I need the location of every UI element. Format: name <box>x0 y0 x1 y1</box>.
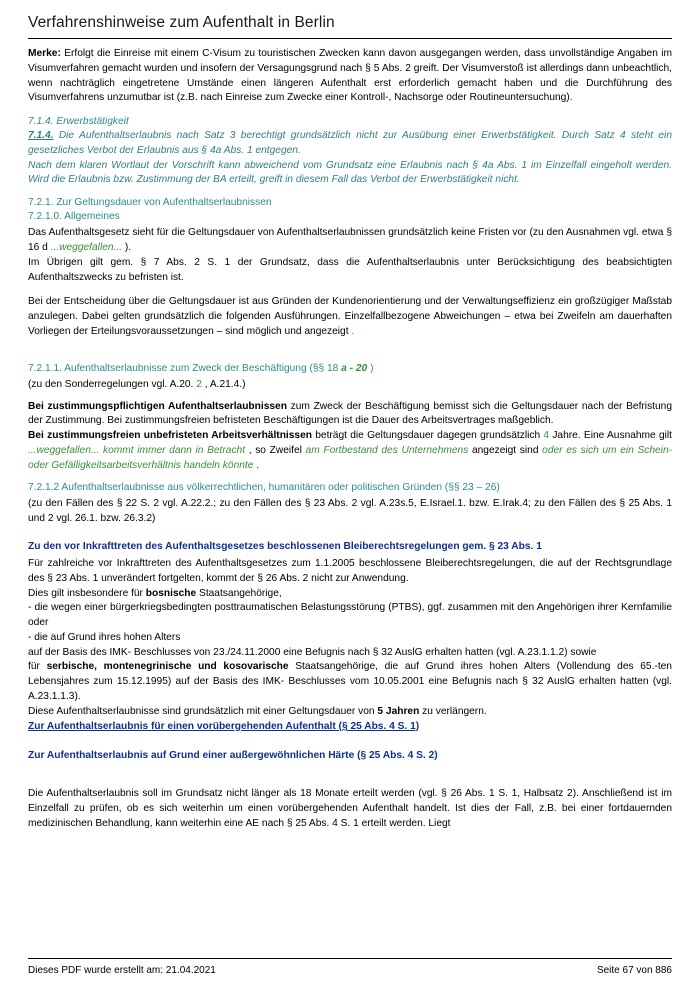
paragraph-bleibe-2-a: Dies gilt insbesondere für <box>28 587 146 599</box>
paragraph-bleibe-6-b: serbische, montenegrinische und kosovarische <box>46 661 289 673</box>
paragraph-bleibe-4: - die auf Grund ihres hohen Alters <box>28 631 181 643</box>
paragraph-7211-2 <box>28 429 672 473</box>
paragraph-7211-1-rest: zum Zweck der Beschäftigung bemisst sich die Geltungsdauer nach der Befristung der Zustimmung. Bei zustimmungsfreien befristeten Beschäftigungen ist die Dauer des Arbeitsvertrages maßgeblich. <box>28 400 672 427</box>
paragraph-714-b: Nach dem klaren Wortlaut der Vorschrift kann abweichend vom Grundsatz eine Erlaubnis nach § 4a Abs. 1 im Einzelfall eingeholt werden. Wird die Erlaubnis bzw. Zustimmung der BA erteilt, greift in diesem Fall das Verbot der Erwerbstätigkeit nicht. <box>28 159 672 186</box>
ref-714: 7.1.4. <box>28 130 54 142</box>
paragraph-7210-a <box>28 226 672 256</box>
spacer <box>28 741 672 749</box>
paragraph-bleibe-7-b: 5 Jahren <box>377 705 420 717</box>
heading-721: 7.2.1. Zur Geltungsdauer von Aufenthaltserlaubnissen <box>28 197 272 209</box>
paragraph-7210-c-dot: . <box>351 325 355 337</box>
paragraph-7211-2-years: 4 <box>543 430 550 442</box>
link-weggefallen-1[interactable]: ...weggefallen... <box>50 242 123 254</box>
paragraph-bleibe-6-c: Staatsangehörige, die auf Grund ihres hohen Alters (Vollendung des 65.-ten Lebensjahres zum 15.12.1995) auf der Basis des IMK- Beschlusses vom 10.05.2001 eine Befugnis nach § 32 AuslG erhalten hatten (vgl. A.23.1.1.3). <box>28 661 672 702</box>
paragraph-7211-1 <box>28 400 672 430</box>
paragraph-7211-ref <box>28 378 672 393</box>
paragraph-7211-2-mid3: , so Zweifel <box>245 444 306 456</box>
paragraph-bleibe-2-b: bosnische <box>145 587 197 599</box>
paragraph-bleibe-7 <box>28 705 672 720</box>
paragraph-7211-1-bold: Bei zustimmungspflichtigen Aufenthaltserlaubnissen <box>28 400 287 412</box>
paragraph-7212: (zu den Fällen des § 22 S. 2 vgl. A.22.2.; zu den Fällen des § 23 Abs. 2 vgl. A.23s.5, E.Israel.1. bzw. E.Irak.4; zu den Fällen des § 25 Abs. 1 und 2 vgl. 26.1. bzw. 26.3.2) <box>28 498 672 525</box>
merke-text: Erfolgt die Einreise mit einem C-Visum zu touristischen Zwecken kann davon ausgegangen werden, dass unvollständige Angaben im Visumverfahren gemacht wurden und insofern der Versagungsgrund nach § 5 Abs. 2 greift. Der Visumverstoß ist allerdings dann unbeachtlich, wenn nachträglich eingetretene Umstände einen längeren Aufenthalt erst erforderlich gemacht haben und die Durchführung des Visumverfahrens unzumutbar ist (z.B. nach Einreise zum Zwecke einer Kontroll-, Nachsorge oder Routineuntersuchung). <box>28 48 672 104</box>
paragraph-bleibe-5: auf der Basis des IMK- Beschlusses von 23./24.11.2000 eine Befugnis nach § 32 AuslG erhalten hatten (vgl. A.23.1.1.2) sowie <box>28 646 597 658</box>
link-scheinarbeitsverhaeltnis[interactable]: oder es sich um ein Schein- oder Gefälligkeitsarbeitsverhältnis handeln könnte <box>28 444 673 471</box>
footer-page-number: Seite 67 von 886 <box>596 965 672 976</box>
heading-7210: 7.2.1.0. Allgemeines <box>28 211 120 223</box>
paragraph-7211-2-mid: beträgt die Geltungsdauer dagegen grundsätzlich <box>311 430 544 442</box>
paragraph-7210-a-text2: ). <box>122 242 132 254</box>
paragraph-7211-2-end: . <box>253 459 260 471</box>
paragraph-7211-ref-c: , A.21.4.) <box>201 378 246 390</box>
link-weggefallen-2[interactable]: ...weggefallen... kommt immer dann in Betracht <box>28 444 246 456</box>
paragraph-bleibe-2 <box>28 587 672 602</box>
paragraph-bleibe-7-c: zu verlängern. <box>419 705 487 717</box>
heading-voruebergehend: Zur Aufenthaltserlaubnis für einen vorübergehenden Aufenthalt (§ 25 Abs. 4 S. 1) <box>28 720 420 732</box>
heading-7211-range: a - 20 <box>341 362 368 374</box>
paragraph-7211-ref-num: 2 <box>196 378 202 390</box>
page-title: Verfahrenshinweise zum Aufenthalt in Berlin <box>28 14 672 39</box>
page-footer <box>28 958 672 976</box>
heading-7211 <box>28 363 672 374</box>
paragraph-haerte: Die Aufenthaltserlaubnis soll im Grundsatz nicht länger als 18 Monate erteilt werden (vgl. § 26 Abs. 1 S. 1, Halbsatz 2). Anschließend ist im Einzelfall zu prüfen, ob es sich weiterhin um einen vorübergehenden Aufenthalt handelt. Ist dies der Fall, z.B. bei einer fortdauernden medizinischen Behandlung, kann weiterhin eine AE nach § 25 Abs. 4 S. 1 erteilt werden. Liegt <box>28 788 672 829</box>
paragraph-714-a <box>28 129 672 159</box>
paragraph-7210-a-text1: Das Aufenthaltsgesetz sieht für die Geltungsdauer von Aufenthaltserlaubnissen grundsätzlich keine Fristen vor (zu den Ausnahmen vgl. etwa § 16 d <box>28 227 672 254</box>
paragraph-bleibe-1: Für zahlreiche vor Inkrafttreten des Aufenthaltsgesetzes zum 1.1.2005 beschlossene Bleiberechtsregelungen, die auf der Rechtsgrundlage des § 23 Abs. 1 unverändert fortgelten, kommt der § 26 Abs. 2 nicht zur Anwendung. <box>28 557 672 584</box>
paragraph-merke <box>28 47 672 106</box>
heading-7212: 7.2.1.2 Aufenthaltserlaubnisse aus völkerrechtlichen, humanitären oder politischen Gründen (§§ 23 – 26) <box>28 482 500 494</box>
spacer <box>28 771 672 787</box>
paragraph-bleibe-6 <box>28 660 672 704</box>
paragraph-bleibe-6-a: für <box>28 661 47 673</box>
paragraph-7210-c-text: Bei der Entscheidung über die Geltungsdauer ist aus Gründen der Kundenorientierung und der Verwaltungseffizienz ein großzügiger Maßstab anzulegen. Dabei gelten grundsätzlich die folgenden Ausführungen. Einzelfallbezogene Abweichungen – etwa bei Zweifeln am dauerhaften Vorliegen der Erteilungsvoraussetzungen – sind möglich und angezeigt <box>28 296 672 337</box>
paragraph-7211-2-mid4: angezeigt sind <box>468 444 543 456</box>
heading-7211-part3: ) <box>367 362 374 374</box>
paragraph-7210-b: Im Übrigen gilt gem. § 7 Abs. 2 S. 1 der Grundsatz, dass die Aufenthaltserlaubnis unter Berücksichtigung des beabsichtigten Aufenthaltszwecks zu befristen ist. <box>28 256 672 283</box>
footer-created: Dieses PDF wurde erstellt am: 21.04.2021 <box>28 965 216 976</box>
paragraph-7211-ref-a: (zu den Sonderregelungen vgl. A.20. <box>28 378 197 390</box>
heading-714: 7.1.4. Erwerbstätigkeit <box>28 116 129 128</box>
paragraph-bleibe-2-c: Staatsangehörige, <box>196 587 282 599</box>
heading-haerte: Zur Aufenthaltserlaubnis auf Grund einer außergewöhnlichen Härte (§ 25 Abs. 4 S. 2) <box>28 750 438 762</box>
heading-bleiberecht: Zu den vor Inkrafttreten des Aufenthaltsgesetzes beschlossenen Bleiberechtsregelungen gem. § 23 Abs. 1 <box>28 540 542 552</box>
paragraph-714-a-text: Die Aufenthaltserlaubnis nach Satz 3 berechtigt grundsätzlich nicht zur Ausübung einer Erwerbstätigkeit. Durch Satz 4 steht ein gesetzliches Verbot der Erlaubnis aus § 4a Abs. 1 entgegen. <box>28 130 672 156</box>
paragraph-7211-2-bold: Bei zustimmungsfreien unbefristeten Arbeitsverhältnissen <box>28 430 312 442</box>
merke-label: Merke: <box>28 48 61 59</box>
paragraph-bleibe-3: - die wegen einer bürgerkriegsbedingten posttraumatischen Belastungsstörung (PTBS), ggf. zusammen mit den Angehörigen ihrer Kernfamilie oder <box>28 602 672 629</box>
spacer <box>28 347 672 363</box>
paragraph-7210-c <box>28 295 672 339</box>
heading-7211-part1: 7.2.1.1. Aufenthaltserlaubnisse zum Zweck der Beschäftigung (§§ 18 <box>28 362 342 374</box>
link-fortbestand-unternehmens[interactable]: am Fortbestand des Unternehmens <box>305 444 469 456</box>
paragraph-7211-2-mid2: Jahre. Eine Ausnahme gilt <box>549 430 672 442</box>
paragraph-bleibe-7-a: Diese Aufenthaltserlaubnisse sind grundsätzlich mit einer Geltungsdauer von <box>28 705 378 717</box>
